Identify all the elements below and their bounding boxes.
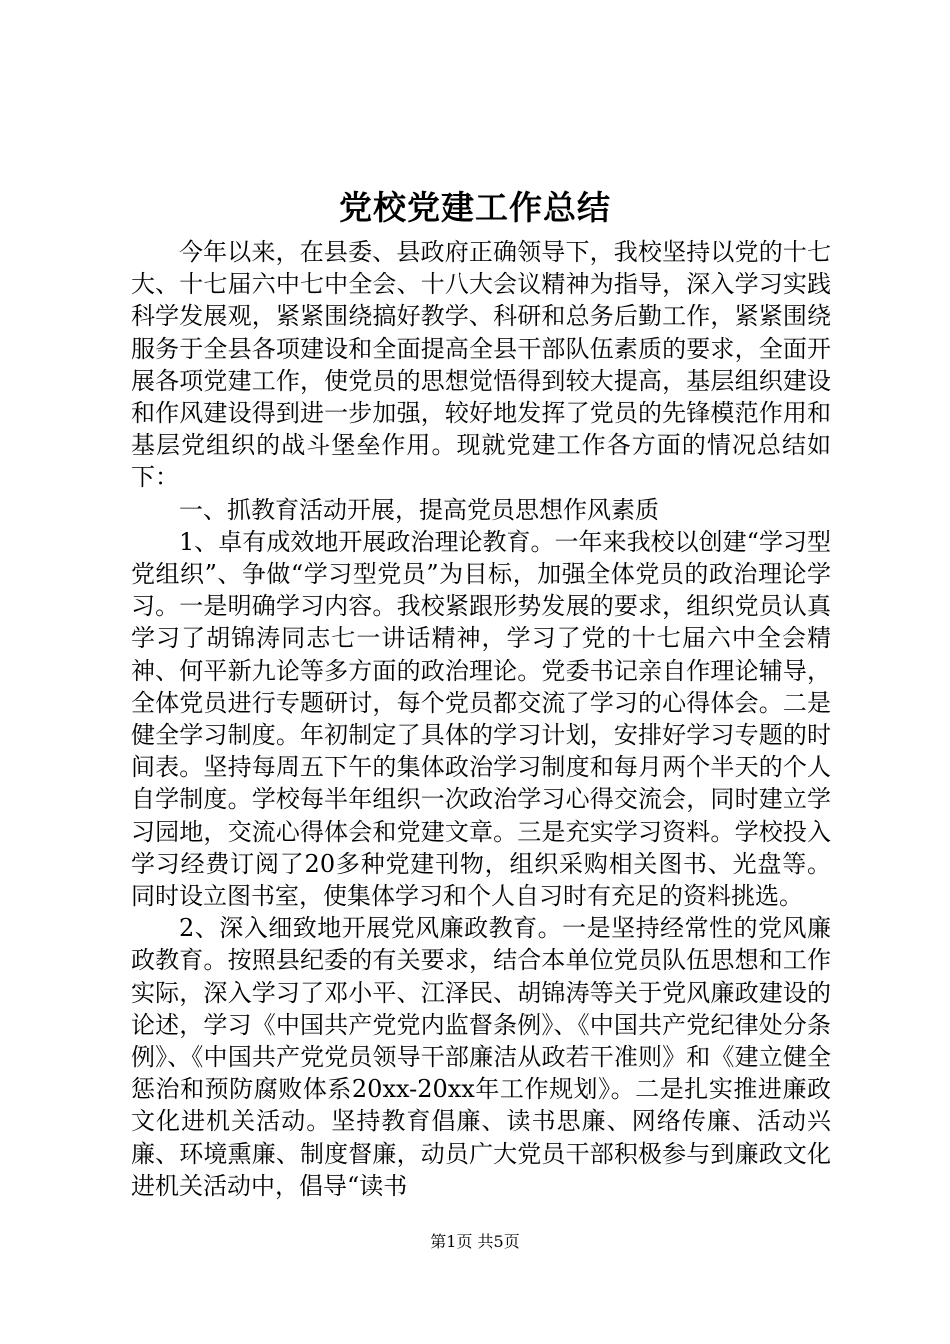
paragraph-political-theory: 1、卓有成效地开展政治理论教育。一年来我校以创建“学习型党组织”、争做“学习型党员”为目标，加强全体党员的政治理论学习。一是明确学习内容。我校紧跟形势发展的要求，组织党员认真学习了胡锦涛同志七一讲话精神，学习了党的十七届六中全会精神、何平新九论等多方面的政治理论。党委书记亲自作理论辅导，全体党员进行专题研讨，每个党员都交流了学习的心得体会。二是健全学习制度。年初制定了具体的学习计划，安排好学习专题的时间表。坚持每周五下午的集体政治学习制度和每月两个半天的个人自学制度。学校每半年组织一次政治学习心得交流会，同时建立学习园地，交流心得体会和党建文章。三是充实学习资料。学校投入学习经费订阅了20多种党建刊物，组织采购相关图书、光盘等。同时设立图书室，使集体学习和个人自习时有充足的资料挑选。 — [131, 527, 831, 911]
section-heading-1: 一、抓教育活动开展，提高党员思想作风素质 — [179, 495, 659, 524]
intro-paragraph: 今年以来，在县委、县政府正确领导下，我校坚持以党的十七大、十七届六中七中全会、十八大会议精神为指导，深入学习实践科学发展观，紧紧围绕搞好教学、科研和总务后勤工作，紧紧围绕服务于全县各项建设和全面提高全县干部队伍素质的要求，全面开展各项党建工作，使党员的思想觉悟得到较大提高，基层组织建设和作风建设得到进一步加强，较好地发挥了党员的先锋模范作用和基层党组织的战斗堡垒作用。现就党建工作各方面的情况总结如下： — [131, 238, 831, 492]
page-footer: 第1页 共5页 — [430, 1232, 520, 1251]
document-title: 党校党建工作总结 — [339, 188, 611, 227]
paragraph-integrity-education: 2、深入细致地开展党风廉政教育。一是坚持经常性的党风廉政教育。按照县纪委的有关要求，结合本单位党员队伍思想和工作实际，深入学习了邓小平、江泽民、胡锦涛等关于党风廉政建设的论述，学习《中国共产党党内监督条例》、《中国共产党纪律处分条例》、《中国共产党党员领导干部廉洁从政若干准则》和《建立健全惩治和预防腐败体系20xx-20xx年工作规划》。二是扎实推进廉政文化进机关活动。坚持教育倡廉、读书思廉、网络传廉、活动兴廉、环境熏廉、制度督廉，动员广大党员干部积极参与到廉政文化进机关活动中，倡导“读书 — [131, 914, 831, 1200]
document-body — [131, 236, 831, 1202]
